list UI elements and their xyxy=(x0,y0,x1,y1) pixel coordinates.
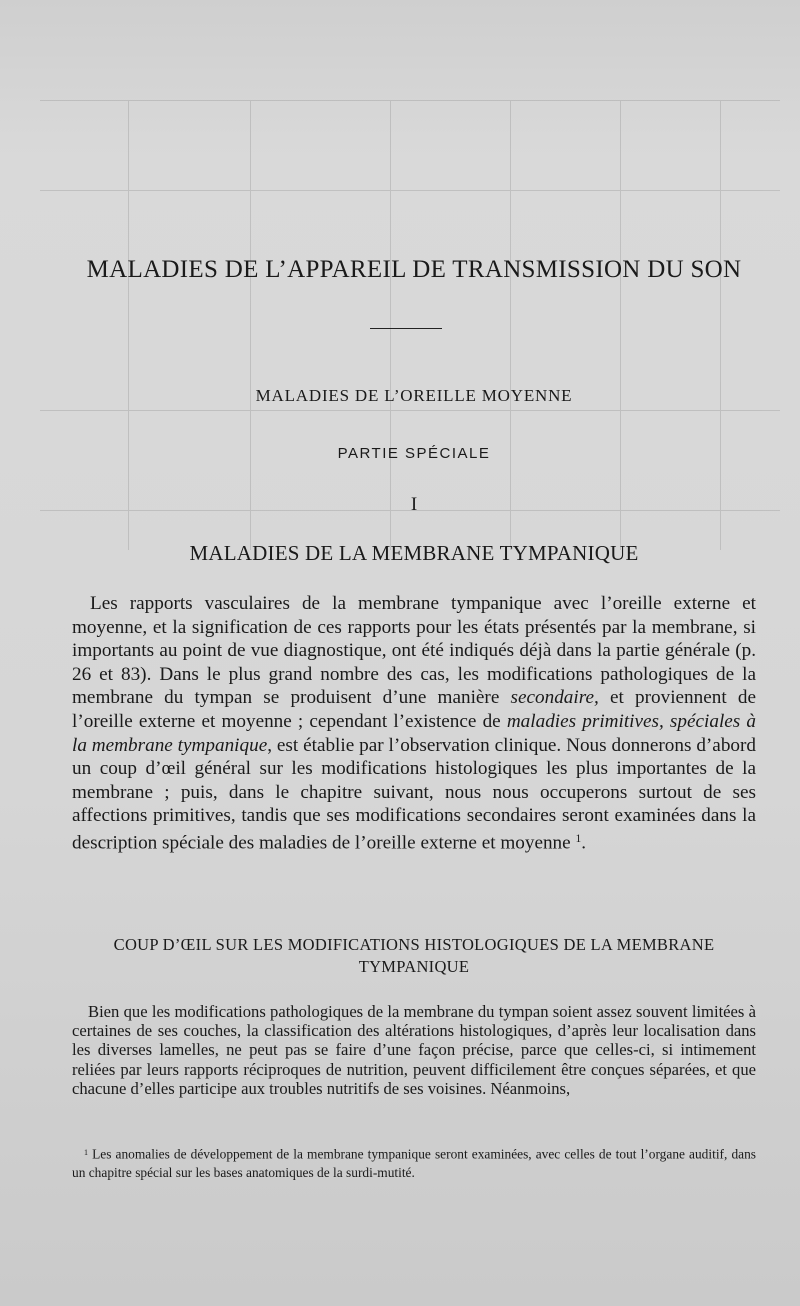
text-run: , est établie par l’observation clinique. Nous donnerons d’abord un coup d’œil général sur les modifications histologiques les plus importantes de la membrane ; puis, dans le chapitre suivant, nous nous occuperons surtout de ses affections primitives, tandis que ses modifications secondaires seront examinées dans la description spéciale des maladies de l’oreille externe et moyenne xyxy=(72,734,756,854)
text-run: et proviennent de l’oreille externe et moyenne ; cependant l’existence de xyxy=(72,687,756,732)
bleed-line xyxy=(720,100,721,550)
bleed-line xyxy=(40,410,780,411)
bleed-line xyxy=(40,100,780,101)
footnote-reference[interactable]: 1 xyxy=(575,832,582,845)
bleed-line xyxy=(510,100,511,550)
footnote xyxy=(72,1144,756,1182)
bleed-line xyxy=(128,100,129,550)
show-through-table xyxy=(40,30,780,550)
text-run: . xyxy=(581,832,587,854)
part-label: PARTIE SPÉCIALE xyxy=(337,445,491,462)
text-run: Les rapports vasculaires de la membrane tympanique avec l’oreille externe et moyenne, et la signification de ces rapports pour les états présentés par la membrane, si importants au point de vue diagnostique, ont été indiqués déjà dans la partie générale (p. 26 et 83). Dans le plus grand nombre des cas, les modifications pathologiques de la membrane du tympan se produisent d’une manière xyxy=(72,593,756,709)
body-paragraph-2: Bien que les modifications pathologiques de la membrane du tympan soient assez souvent limitées à certaines de ses couches, la classification des altérations histologiques, d’après leur localisation dans les diverses lamelles, ne peut pas se faire d’une façon précise, parce que celles-ci, si intimement reliées par leurs rapports réciproques de nutrition, peuvent difficilement être conçues séparées, et que chacune d’elles participe aux troubles nutritifs de ses voisines. Néanmoins, xyxy=(72,1002,756,1098)
section-subtitle: MALADIES DE L’OREILLE MOYENNE xyxy=(255,386,573,405)
italic-text: secondaire, xyxy=(510,687,599,709)
bleed-line xyxy=(390,100,391,550)
footnote-text: Les anomalies de développement de la membrane tympanique seront examinées, avec celles de tout l’organe auditif, dans un chapitre spécial sur les bases anatomiques de la surdi-mutité. xyxy=(72,1146,756,1180)
chapter-title: MALADIES DE LA MEMBRANE TYMPANIQUE xyxy=(189,541,639,565)
bleed-line xyxy=(40,190,780,191)
title-rule xyxy=(370,328,442,329)
section-heading: COUP D’ŒIL SUR LES MODIFICATIONS HISTOLOGIQUES DE LA MEMBRANE TYMPANIQUE xyxy=(113,935,715,976)
page-title: MALADIES DE L’APPAREIL DE TRANSMISSION DU SON xyxy=(86,256,742,283)
body-paragraph-1 xyxy=(72,592,756,855)
footnote-mark: 1 xyxy=(84,1148,89,1157)
chapter-number: I xyxy=(410,494,418,515)
italic-text: maladies primitives, spéciales à la membrane tympanique xyxy=(72,710,757,756)
bleed-line xyxy=(250,100,251,550)
bleed-line xyxy=(620,100,621,550)
